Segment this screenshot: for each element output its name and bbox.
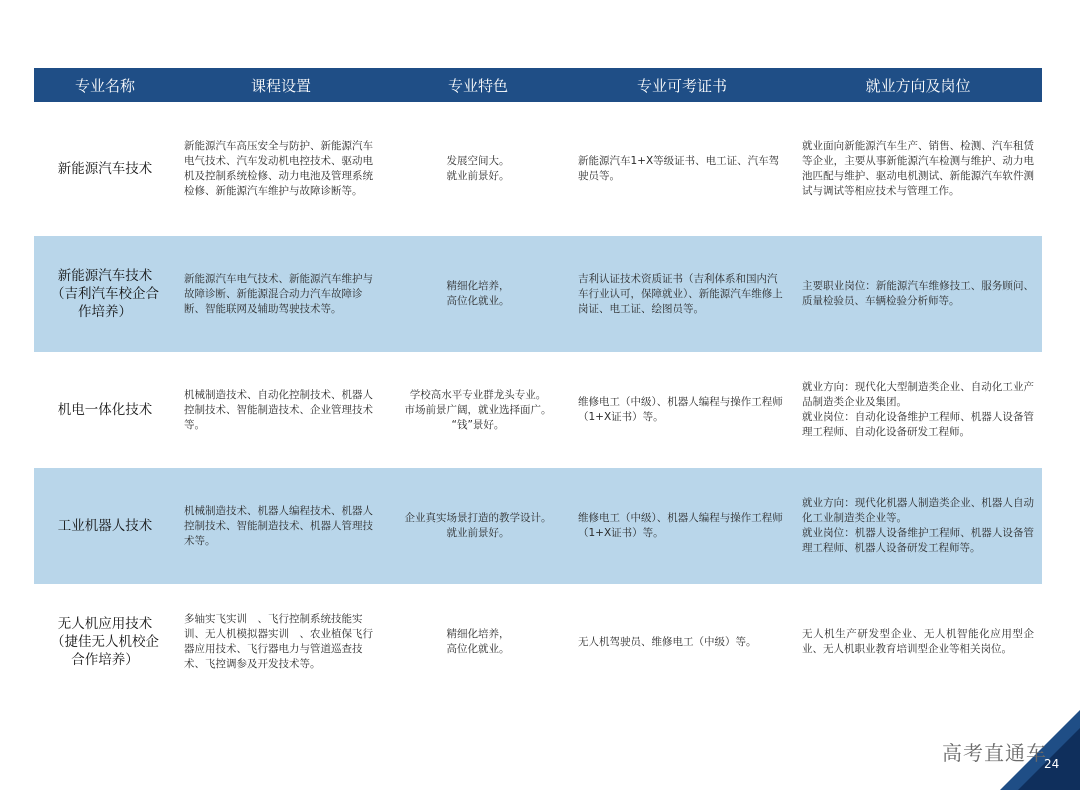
table-header-row	[34, 68, 1042, 102]
courses-cell: 多轴实飞实训 、飞行控制系统技能实训、无人机模拟器实训 、农业植保飞行器应用技术、飞行器电力与管道巡查技术、飞控调参及开发技术等。	[184, 613, 373, 670]
features-cell: 学校高水平专业群龙头专业。 市场前景广阔，就业选择面广。 “钱”景好。	[404, 388, 552, 431]
table-row	[34, 584, 1042, 700]
header-major-name: 专业名称	[34, 68, 176, 102]
table-row	[34, 352, 1042, 468]
major-name-cell: 工业机器人技术	[34, 468, 176, 584]
major-name-cell: 新能源汽车技术 （吉利汽车校企合作培养）	[34, 236, 176, 352]
jobs-cell: 主要职业岗位：新能源汽车维修技工、服务顾问、质量检验员、车辆检验分析师等。	[794, 236, 1042, 352]
jobs-cell: 就业方向：现代化大型制造类企业、自动化工业产品制造类企业及集团。 就业岗位：自动化设备维护工程师、机器人设备管理工程师、自动化设备研发工程师。	[802, 381, 1034, 438]
major-name-cell: 新能源汽车技术	[57, 161, 153, 177]
major-name-cell: 机电一体化技术	[57, 402, 153, 418]
table-row	[34, 102, 1042, 236]
certificates-cell: 无人机驾驶员、维修电工（中级）等。	[578, 635, 757, 648]
jobs-cell: 无人机生产研发型企业、无人机智能化应用型企业、无人机职业教育培训型企业等相关岗位。	[802, 628, 1034, 655]
courses-cell: 新能源汽车电气技术、新能源汽车维护与故障诊断、新能源混合动力汽车故障诊断、智能联网及辅助驾驶技术等。	[176, 236, 386, 352]
jobs-cell: 就业方向：现代化机器人制造类企业、机器人自动化工业制造类企业等。 就业岗位：机器人设备维护工程师、机器人设备管理工程师、机器人设备研发工程师等。	[794, 468, 1042, 584]
certificates-cell: 维修电工（中级）、机器人编程与操作工程师（1+X证书）等。	[570, 468, 794, 584]
certificates-cell: 维修电工（中级）、机器人编程与操作工程师（1+X证书）等。	[578, 396, 783, 423]
courses-cell: 机械制造技术、自动化控制技术、机器人控制技术、智能制造技术、企业管理技术等。	[184, 388, 373, 431]
features-cell: 企业真实场景打造的教学设计。 就业前景好。	[386, 468, 570, 584]
major-name-cell: 无人机应用技术 （捷佳无人机校企合作培养）	[51, 616, 159, 668]
major-table	[34, 68, 1042, 700]
header-certificates: 专业可考证书	[570, 68, 794, 102]
certificates-cell: 吉利认证技术资质证书（吉利体系和国内汽车行业认可，保障就业）、新能源汽车维修上岗证、电工证、绘图员等。	[570, 236, 794, 352]
header-jobs: 就业方向及岗位	[794, 68, 1042, 102]
table-row	[34, 468, 1042, 584]
features-cell: 精细化培养， 高位化就业。	[386, 236, 570, 352]
page-number: 24	[1044, 757, 1060, 771]
table-row	[34, 236, 1042, 352]
courses-cell: 新能源汽车高压安全与防护、新能源汽车电气技术、汽车发动机电控技术、驱动电机及控制系统检修、动力电池及管理系统检修、新能源汽车维护与故障诊断等。	[184, 140, 373, 197]
courses-cell: 机械制造技术、机器人编程技术、机器人控制技术、智能制造技术、机器人管理技术等。	[176, 468, 386, 584]
features-cell: 精细化培养， 高位化就业。	[446, 628, 510, 655]
major-table-container	[34, 68, 1042, 700]
jobs-cell: 就业面向新能源汽车生产、销售、检测、汽车租赁等企业，主要从事新能源汽车检测与维护、动力电池匹配与维护、驱动电机测试、新能源汽车软件测试与调试等相应技术与管理工作。	[802, 140, 1034, 197]
header-features: 专业特色	[386, 68, 570, 102]
watermark-text: 高考直通车	[942, 741, 1047, 765]
features-cell: 发展空间大。 就业前景好。	[446, 155, 510, 182]
header-courses: 课程设置	[176, 68, 386, 102]
certificates-cell: 新能源汽车1+X等级证书、电工证、汽车驾驶员等。	[578, 155, 780, 182]
